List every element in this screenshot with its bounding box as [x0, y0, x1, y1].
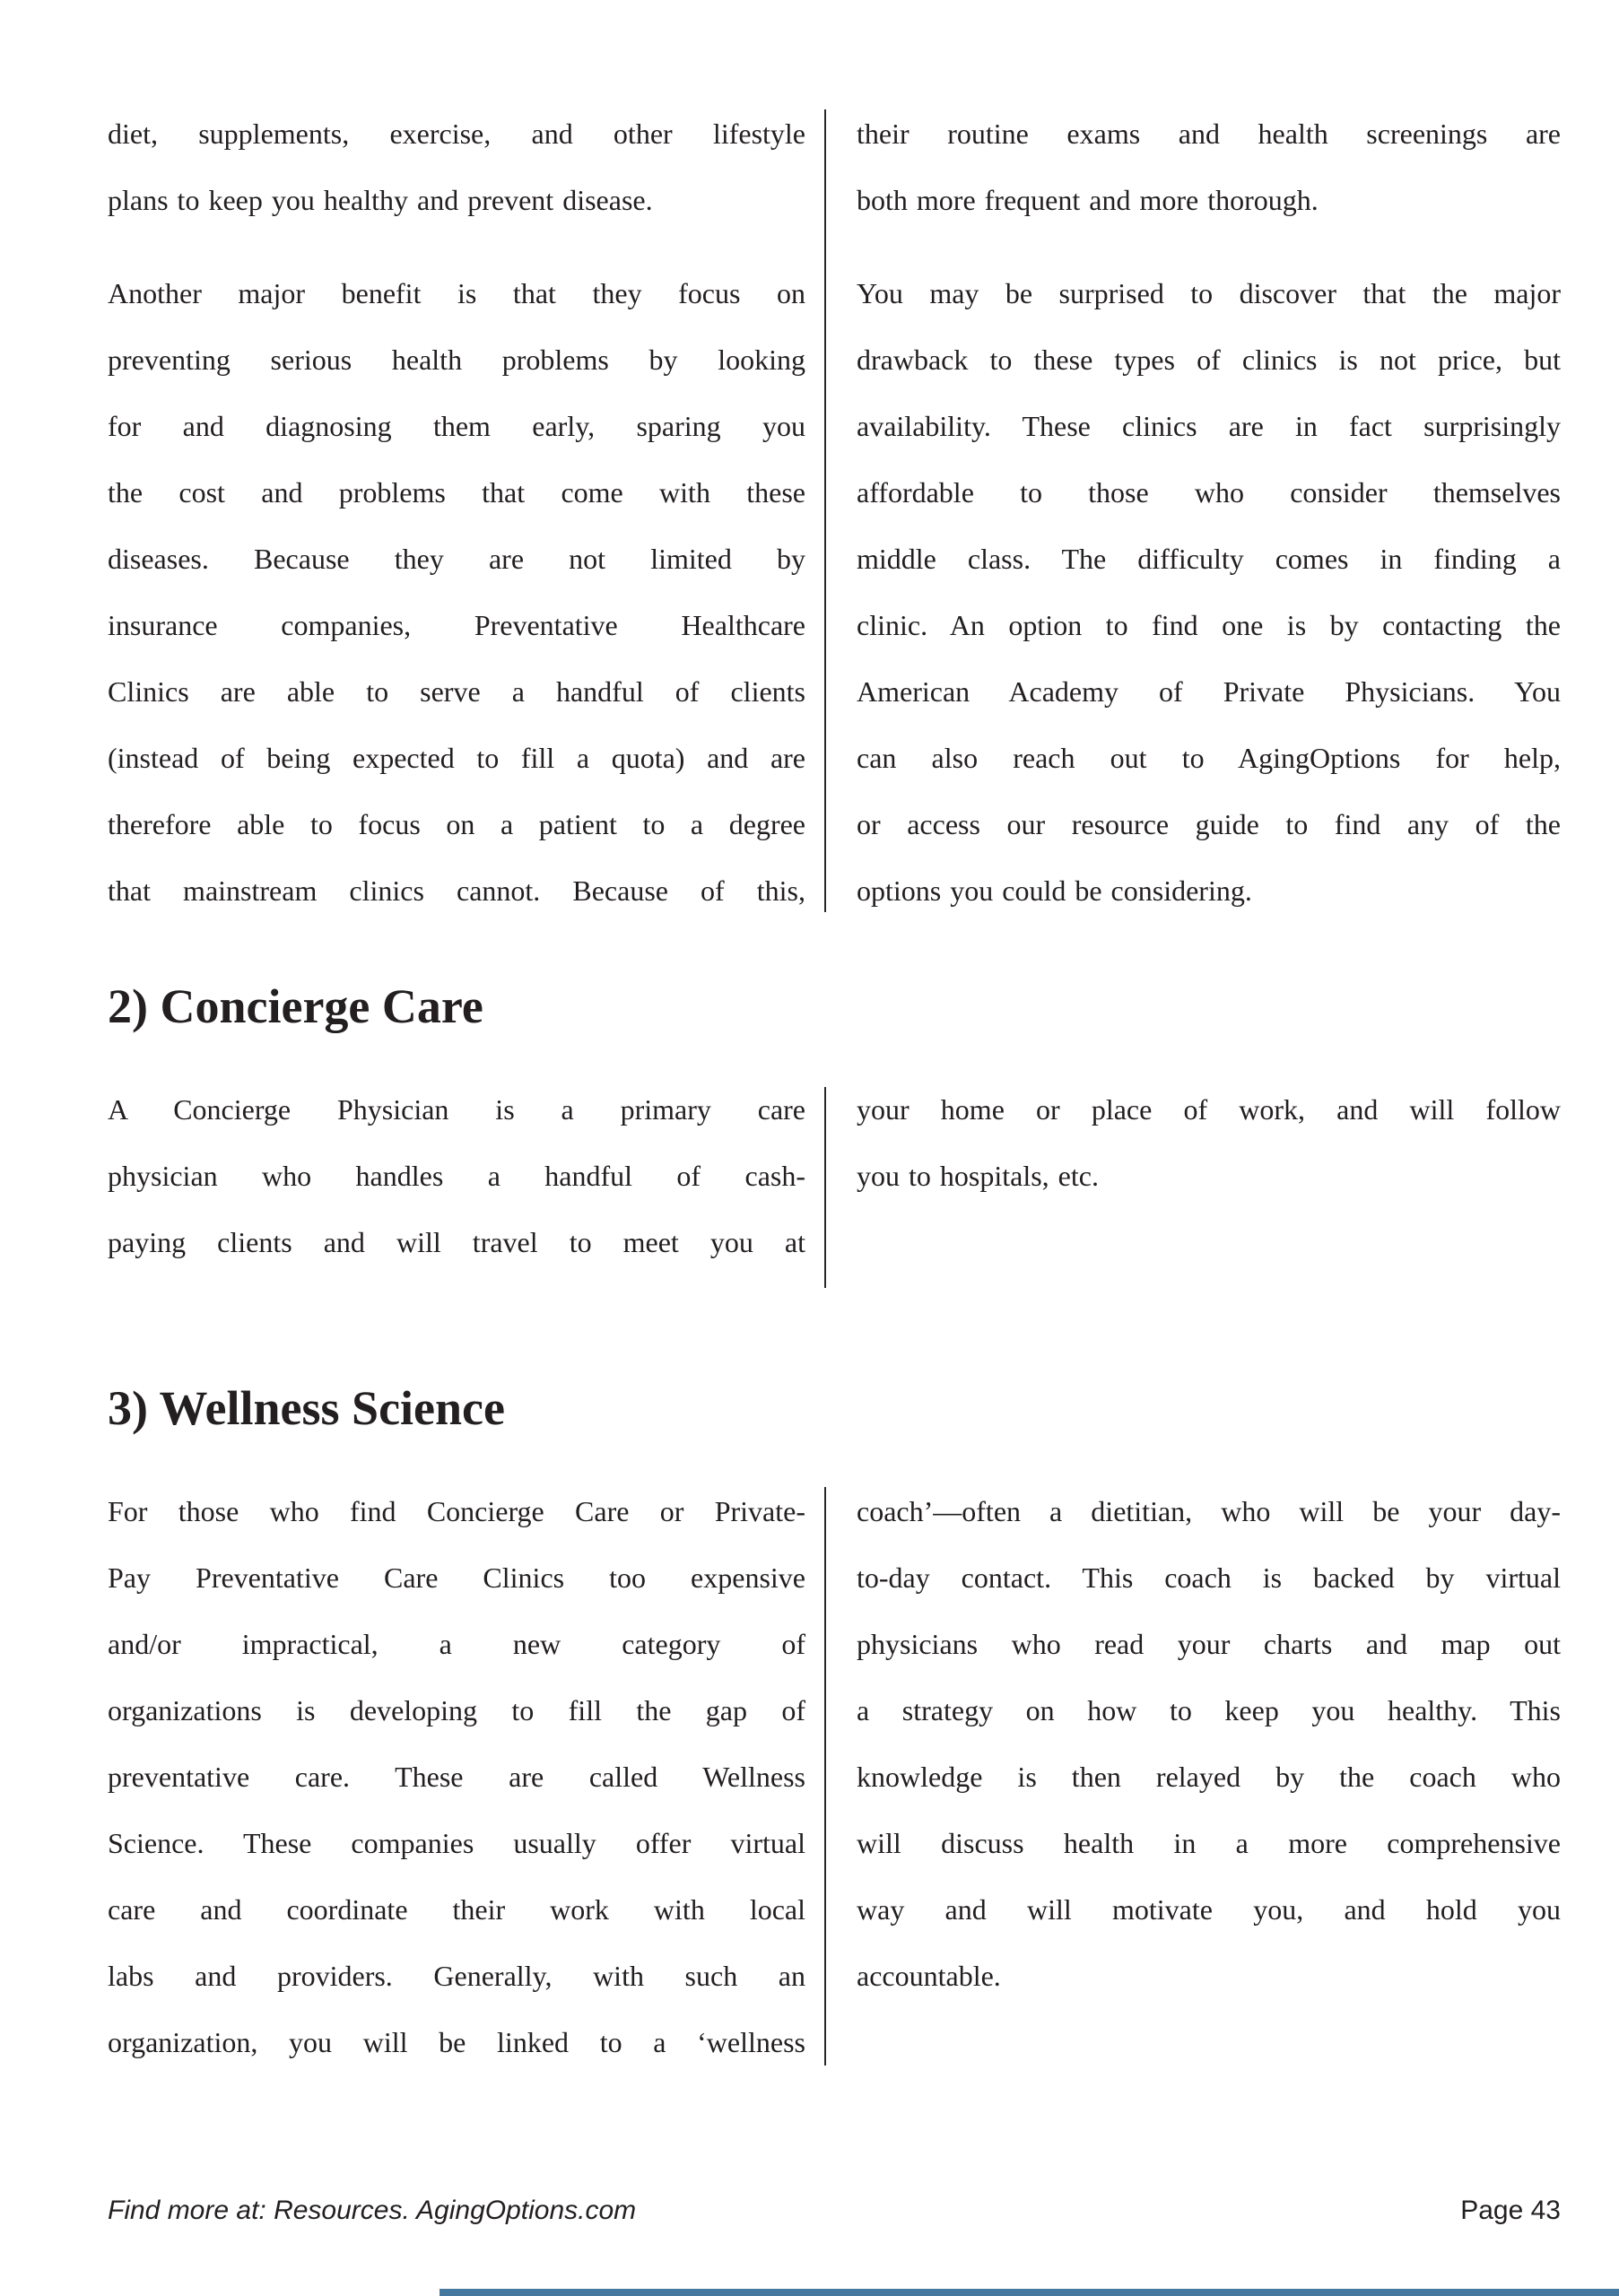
- text-line: diet, supplements, exercise, and other lifestyle: [108, 117, 805, 150]
- text-line: organization, you will be linked to a ‘wellness: [108, 2026, 805, 2058]
- text-line: American Academy of Private Physicians. You: [857, 675, 1561, 708]
- text-line: care and coordinate their work with local: [108, 1893, 805, 1926]
- text-line: labs and providers. Generally, with such an: [108, 1960, 805, 1992]
- heading-wellness-science: 3) Wellness Science: [108, 1381, 505, 1435]
- text-line: diseases. Because they are not limited by: [108, 543, 805, 575]
- text-line: the cost and problems that come with these: [108, 476, 805, 509]
- text-line: affordable to those who consider themselves: [857, 476, 1561, 509]
- text-line: that mainstream clinics cannot. Because of this,: [108, 874, 805, 907]
- text-line: preventative care. These are called Wellness: [108, 1761, 805, 1793]
- text-line: or access our resource guide to find any of the: [857, 808, 1561, 840]
- text-line: will discuss health in a more comprehensive: [857, 1827, 1561, 1859]
- text-column-right: [857, 1076, 1561, 1209]
- text-column-left: [108, 1076, 805, 1275]
- text-line: a strategy on how to keep you healthy. This: [857, 1694, 1561, 1726]
- text-line: coach’—often a dietitian, who will be your day-: [857, 1495, 1561, 1527]
- text-column-left: [108, 1478, 805, 2075]
- text-line: accountable.: [857, 1960, 1001, 1992]
- text-column-right: [857, 100, 1561, 924]
- text-line: physician who handles a handful of cash-: [108, 1160, 805, 1192]
- column-divider: [824, 1487, 826, 2066]
- text-line: middle class. The difficulty comes in finding a: [857, 543, 1561, 575]
- text-line: and/or impractical, a new category of: [108, 1628, 805, 1660]
- text-line: drawback to these types of clinics is not price, but: [857, 344, 1561, 376]
- text-line: Clinics are able to serve a handful of clients: [108, 675, 805, 708]
- text-line: way and will motivate you, and hold you: [857, 1893, 1561, 1926]
- bottom-accent-bar: [440, 2289, 1619, 2296]
- text-column-right: [857, 1478, 1561, 2009]
- text-line: Pay Preventative Care Clinics too expensive: [108, 1561, 805, 1594]
- heading-concierge-care: 2) Concierge Care: [108, 979, 483, 1033]
- column-divider: [824, 109, 826, 912]
- text-line: your home or place of work, and will follow: [857, 1093, 1561, 1126]
- text-line: Another major benefit is that they focus on: [108, 277, 805, 309]
- column-divider: [824, 1087, 826, 1288]
- text-line: For those who find Concierge Care or Private-: [108, 1495, 805, 1527]
- text-line: options you could be considering.: [857, 874, 1252, 907]
- text-line: organizations is developing to fill the gap of: [108, 1694, 805, 1726]
- page-number: Page 43: [1460, 2196, 1561, 2225]
- text-line: to-day contact. This coach is backed by virtual: [857, 1561, 1561, 1594]
- footer-resource-note: Find more at: Resources. AgingOptions.com: [108, 2196, 637, 2225]
- text-line: (instead of being expected to fill a quota) and are: [108, 742, 805, 774]
- text-line: knowledge is then relayed by the coach who: [857, 1761, 1561, 1793]
- text-line: can also reach out to AgingOptions for help,: [857, 742, 1561, 774]
- text-line: both more frequent and more thorough.: [857, 184, 1319, 216]
- text-line: plans to keep you healthy and prevent disease.: [108, 184, 653, 216]
- text-line: A Concierge Physician is a primary care: [108, 1093, 805, 1126]
- text-line: physicians who read your charts and map out: [857, 1628, 1561, 1660]
- text-line: You may be surprised to discover that the major: [857, 277, 1561, 309]
- text-line: you to hospitals, etc.: [857, 1160, 1099, 1192]
- text-line: preventing serious health problems by looking: [108, 344, 805, 376]
- text-line: Science. These companies usually offer virtual: [108, 1827, 805, 1859]
- text-line: availability. These clinics are in fact surprisingly: [857, 410, 1561, 442]
- text-line: clinic. An option to find one is by contacting the: [857, 609, 1561, 641]
- text-line: therefore able to focus on a patient to a degree: [108, 808, 805, 840]
- text-line: insurance companies, Preventative Healthcare: [108, 609, 805, 641]
- text-line: their routine exams and health screenings are: [857, 117, 1561, 150]
- text-column-left: [108, 100, 805, 924]
- text-line: paying clients and will travel to meet you at: [108, 1226, 805, 1258]
- text-line: for and diagnosing them early, sparing you: [108, 410, 805, 442]
- page-footer: [108, 2196, 1561, 2226]
